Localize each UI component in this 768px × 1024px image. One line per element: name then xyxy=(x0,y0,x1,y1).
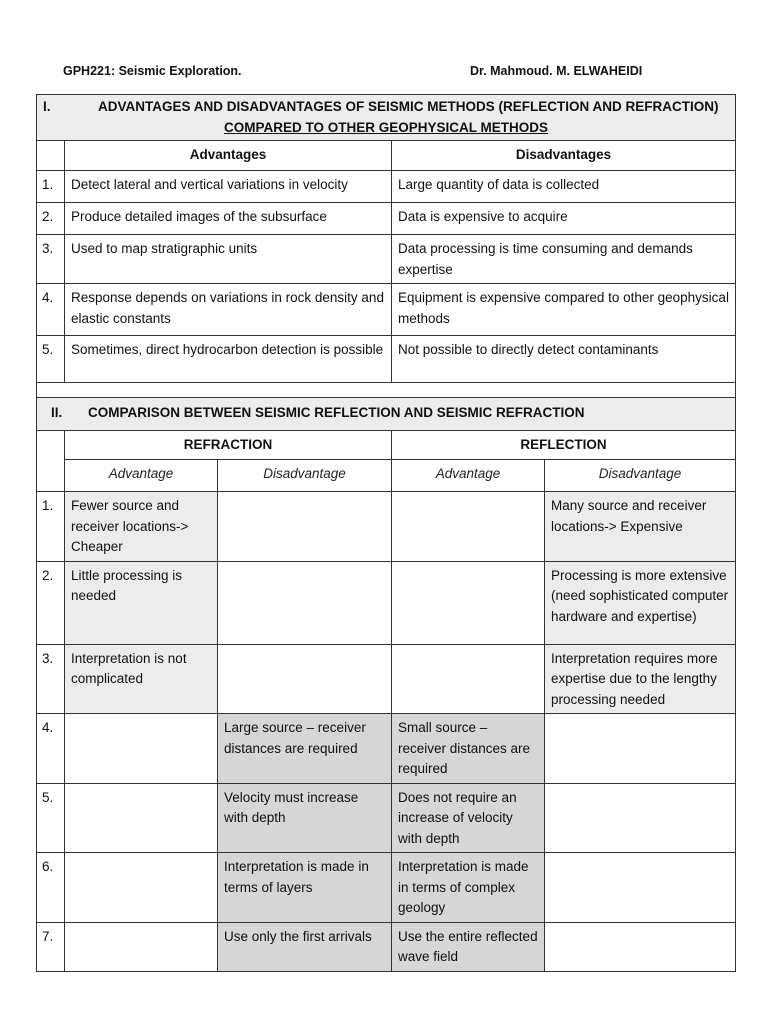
row-number: 7. xyxy=(37,922,65,971)
reflection-advantage-cell: Small source – receiver distances are required xyxy=(392,714,545,784)
section1-title xyxy=(37,95,736,141)
advantages-table xyxy=(36,94,736,399)
row-number: 5. xyxy=(37,336,65,383)
reflection-disadvantage-cell: Processing is more extensive (need sophisticated computer hardware and expertise) xyxy=(545,561,736,644)
reflection-advantage-cell: Use the entire reflected wave field xyxy=(392,922,545,971)
table-row xyxy=(37,853,736,923)
sub-advantage: Advantage xyxy=(392,460,545,492)
disadvantage-cell: Data is expensive to acquire xyxy=(392,203,736,235)
disadvantage-cell: Equipment is expensive compared to other geophysical methods xyxy=(392,284,736,336)
reflection-disadvantage-cell: Many source and receiver locations-> Expensive xyxy=(545,492,736,562)
advantage-cell: Sometimes, direct hydrocarbon detection is possible xyxy=(65,336,392,383)
comparison-table xyxy=(36,397,736,972)
row-number: 4. xyxy=(37,714,65,784)
refraction-advantage-cell: Interpretation is not complicated xyxy=(65,644,218,714)
refraction-advantage-cell xyxy=(65,783,218,853)
disadvantage-cell: Data processing is time consuming and demands expertise xyxy=(392,235,736,284)
advantage-cell: Produce detailed images of the subsurface xyxy=(65,203,392,235)
advantage-cell: Response depends on variations in rock density and elastic constants xyxy=(65,284,392,336)
row-number: 5. xyxy=(37,783,65,853)
row-number: 1. xyxy=(37,492,65,562)
table-row xyxy=(37,561,736,644)
refraction-advantage-cell xyxy=(65,714,218,784)
table-row xyxy=(37,922,736,971)
row-number: 2. xyxy=(37,203,65,235)
row-number: 6. xyxy=(37,853,65,923)
header-blank-cell xyxy=(37,141,65,171)
refraction-disadvantage-cell: Interpretation is made in terms of layers xyxy=(218,853,392,923)
table-row xyxy=(37,203,736,235)
section1-title-line2: COMPARED TO OTHER GEOPHYSICAL METHODS xyxy=(223,120,549,135)
refraction-advantage-cell xyxy=(65,922,218,971)
table-row xyxy=(37,644,736,714)
col-reflection: REFLECTION xyxy=(392,431,736,460)
sub-advantage: Advantage xyxy=(65,460,218,492)
refraction-disadvantage-cell xyxy=(218,644,392,714)
reflection-disadvantage-cell xyxy=(545,714,736,784)
table-row xyxy=(37,492,736,562)
advantage-cell: Detect lateral and vertical variations in velocity xyxy=(65,171,392,203)
reflection-disadvantage-cell xyxy=(545,783,736,853)
table-row xyxy=(37,336,736,383)
reflection-advantage-cell: Interpretation is made in terms of complex geology xyxy=(392,853,545,923)
col-disadvantages: Disadvantages xyxy=(392,141,736,171)
section1-title-line1: ADVANTAGES AND DISADVANTAGES OF SEISMIC METHODS (REFLECTION AND REFRACTION) xyxy=(98,99,719,114)
table-row xyxy=(37,235,736,284)
refraction-disadvantage-cell xyxy=(218,492,392,562)
table-row xyxy=(37,171,736,203)
row-number: 4. xyxy=(37,284,65,336)
reflection-disadvantage-cell xyxy=(545,853,736,923)
header-blank-cell xyxy=(37,431,65,492)
section2-title xyxy=(37,398,736,431)
reflection-disadvantage-cell: Interpretation requires more expertise due to the lengthy processing needed xyxy=(545,644,736,714)
reflection-advantage-cell xyxy=(392,492,545,562)
refraction-advantage-cell: Fewer source and receiver locations-> Cheaper xyxy=(65,492,218,562)
course-title: GPH221: Seismic Exploration. xyxy=(63,64,242,78)
refraction-disadvantage-cell: Velocity must increase with depth xyxy=(218,783,392,853)
refraction-advantage-cell xyxy=(65,853,218,923)
reflection-advantage-cell xyxy=(392,561,545,644)
col-refraction: REFRACTION xyxy=(65,431,392,460)
disadvantage-cell: Large quantity of data is collected xyxy=(392,171,736,203)
col-advantages: Advantages xyxy=(65,141,392,171)
sub-disadvantage: Disadvantage xyxy=(218,460,392,492)
reflection-advantage-cell xyxy=(392,644,545,714)
table-row xyxy=(37,783,736,853)
row-number: 3. xyxy=(37,644,65,714)
reflection-disadvantage-cell xyxy=(545,922,736,971)
refraction-disadvantage-cell xyxy=(218,561,392,644)
table-row xyxy=(37,714,736,784)
disadvantage-cell: Not possible to directly detect contaminants xyxy=(392,336,736,383)
section1-number: I. xyxy=(43,99,51,114)
refraction-advantage-cell: Little processing is needed xyxy=(65,561,218,644)
row-number: 1. xyxy=(37,171,65,203)
reflection-advantage-cell: Does not require an increase of velocity with depth xyxy=(392,783,545,853)
section2-number: II. xyxy=(51,405,63,420)
sub-disadvantage: Disadvantage xyxy=(545,460,736,492)
row-number: 2. xyxy=(37,561,65,644)
refraction-disadvantage-cell: Use only the first arrivals xyxy=(218,922,392,971)
table-row xyxy=(37,284,736,336)
advantage-cell: Used to map stratigraphic units xyxy=(65,235,392,284)
row-number: 3. xyxy=(37,235,65,284)
refraction-disadvantage-cell: Large source – receiver distances are required xyxy=(218,714,392,784)
section2-title-text: COMPARISON BETWEEN SEISMIC REFLECTION AND SEISMIC REFRACTION xyxy=(88,405,585,420)
author-name: Dr. Mahmoud. M. ELWAHEIDI xyxy=(470,64,643,78)
